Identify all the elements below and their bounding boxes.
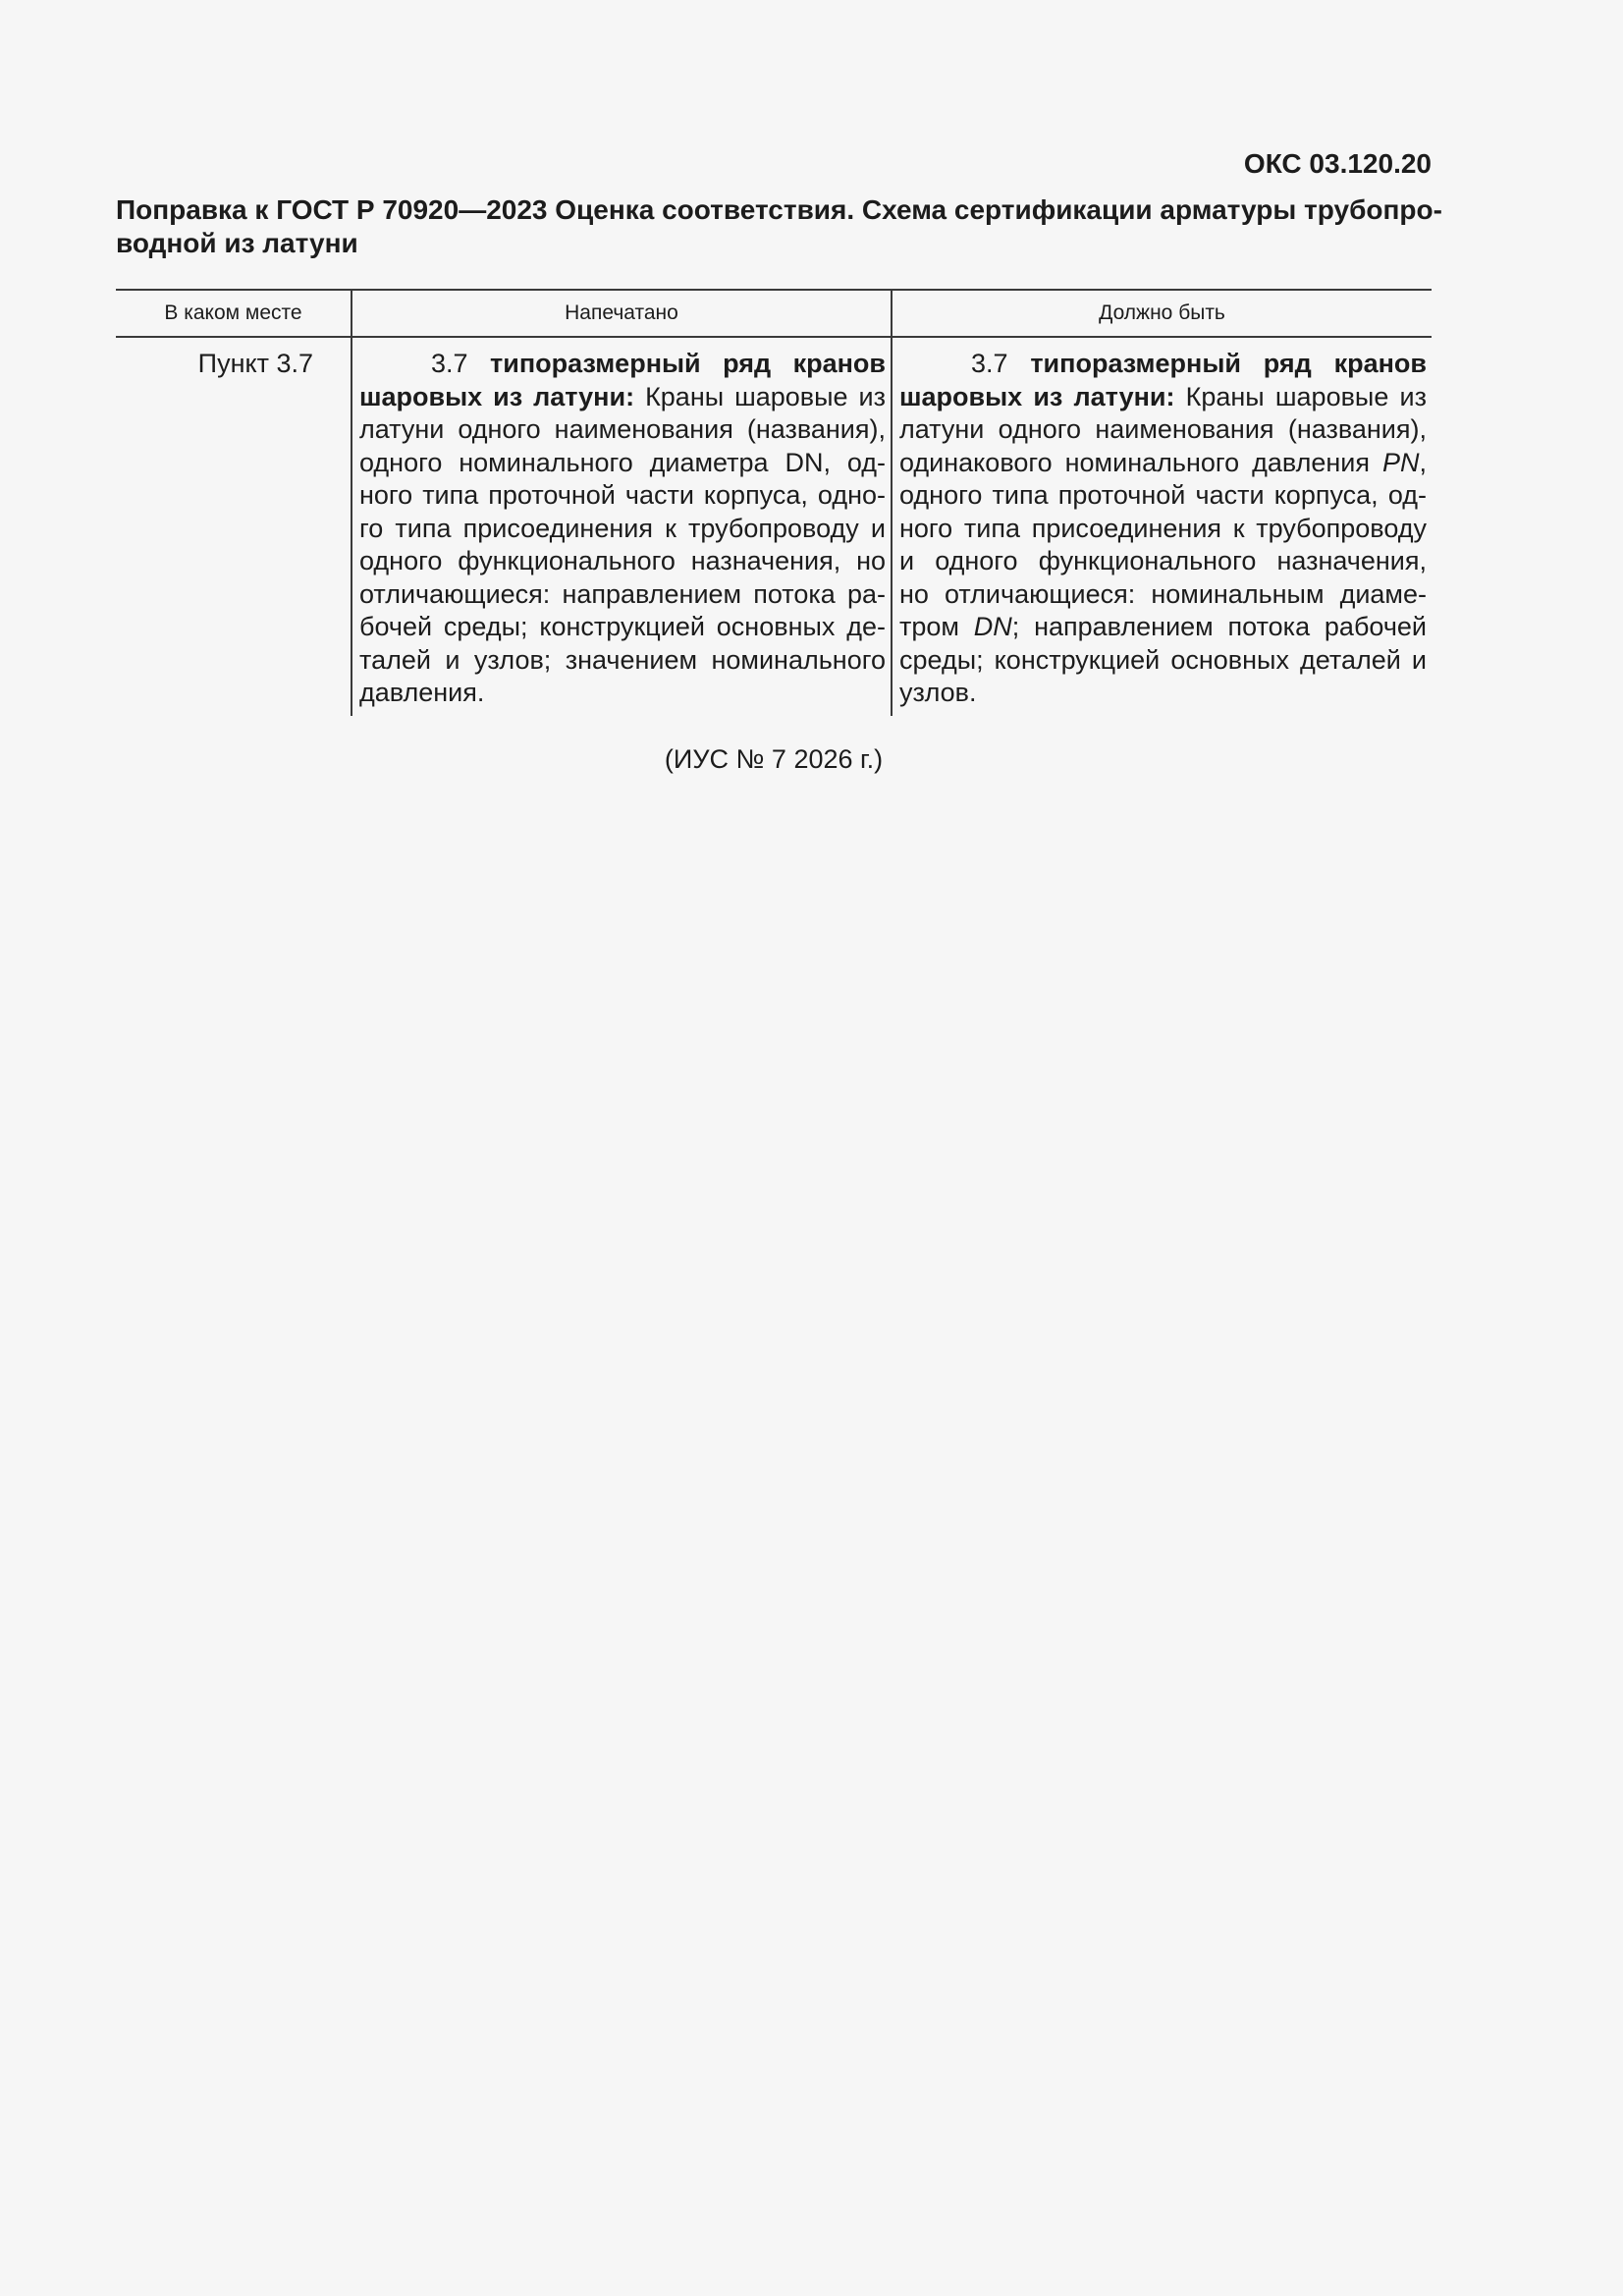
corrected-term-bold-2: шаровых из латуни: xyxy=(899,381,1175,411)
title-line-2: водной из латуни xyxy=(116,228,358,258)
location-text: Пункт 3.7 xyxy=(197,349,313,378)
dn-symbol: DN xyxy=(973,612,1012,641)
corrected-term-bold-1: типоразмерный ряд кранов xyxy=(1030,349,1427,378)
cell-printed xyxy=(352,337,892,716)
corrected-line-11: узлов. xyxy=(899,678,977,707)
corrected-line-9-post: ; направлением потока рабочей xyxy=(1011,612,1427,641)
printed-line-1 xyxy=(359,348,886,381)
printed-term-bold-2: шаровых из латуни: xyxy=(359,381,635,411)
pn-symbol: PN xyxy=(1381,447,1420,477)
printed-line-last: давления. xyxy=(359,678,485,707)
corrected-line-4-pre: одинакового номинального давления xyxy=(899,447,1382,477)
corrected-line-5: одного типа проточной части корпуса, од- xyxy=(899,480,1427,510)
printed-line: одного номинального диаметра DN, од- xyxy=(359,447,886,477)
oks-code: ОКС 03.120.20 xyxy=(1243,148,1432,179)
corrected-line-4-post: , xyxy=(1419,447,1427,477)
printed-line: бочей среды; конструкцией основных де- xyxy=(359,612,886,641)
corrected-term-number: 3.7 xyxy=(971,349,1008,378)
header-location: В каком месте xyxy=(116,290,352,337)
corrected-line-7: и одного функционального назначения, xyxy=(899,546,1427,575)
table-header-row xyxy=(116,290,1432,337)
corrected-line-9 xyxy=(899,611,1427,644)
printed-line: талей и узлов; значением номинального xyxy=(359,644,886,675)
corrected-line-2-rest: Краны шаровые из xyxy=(1185,381,1427,411)
corrected-line-1 xyxy=(899,348,1427,381)
corrected-line-8: но отличающиеся: номинальным диаме- xyxy=(899,578,1427,609)
corrected-line-6: ного типа присоединения к трубопроводу xyxy=(899,513,1427,543)
corrected-line-9-pre: тром xyxy=(899,612,974,641)
printed-term-bold-1: типоразмерный ряд кранов xyxy=(490,349,886,378)
corrected-line-4 xyxy=(899,447,1427,480)
cell-corrected xyxy=(892,337,1432,716)
cell-location xyxy=(116,337,352,716)
printed-line: ного типа проточной части корпуса, одно- xyxy=(359,480,886,510)
printed-line-2 xyxy=(359,381,886,414)
printed-line-2-rest: Краны шаровые из xyxy=(645,381,886,411)
corrected-line-10: среды; конструкцией основных деталей и xyxy=(899,644,1427,675)
header-printed: Напечатано xyxy=(352,290,892,337)
document-title xyxy=(116,193,1442,260)
printed-line: отличающиеся: направлением потока ра- xyxy=(359,578,886,609)
header-corrected: Должно быть xyxy=(892,290,1432,337)
corrected-line-2 xyxy=(899,381,1427,414)
correction-table xyxy=(116,289,1432,716)
printed-line: го типа присоединения к трубопроводу и xyxy=(359,513,886,543)
printed-line: латуни одного наименования (названия), xyxy=(359,414,886,444)
printed-line: одного функционального назначения, но xyxy=(359,546,886,575)
ius-reference: (ИУС № 7 2026 г.) xyxy=(664,744,884,774)
title-line-1: Поправка к ГОСТ Р 70920—2023 Оценка соответствия. Схема сертификации арматуры трубопро- xyxy=(116,194,1442,225)
printed-term-number: 3.7 xyxy=(431,349,468,378)
corrected-line-3: латуни одного наименования (названия), xyxy=(899,414,1427,444)
table-row xyxy=(116,337,1432,716)
